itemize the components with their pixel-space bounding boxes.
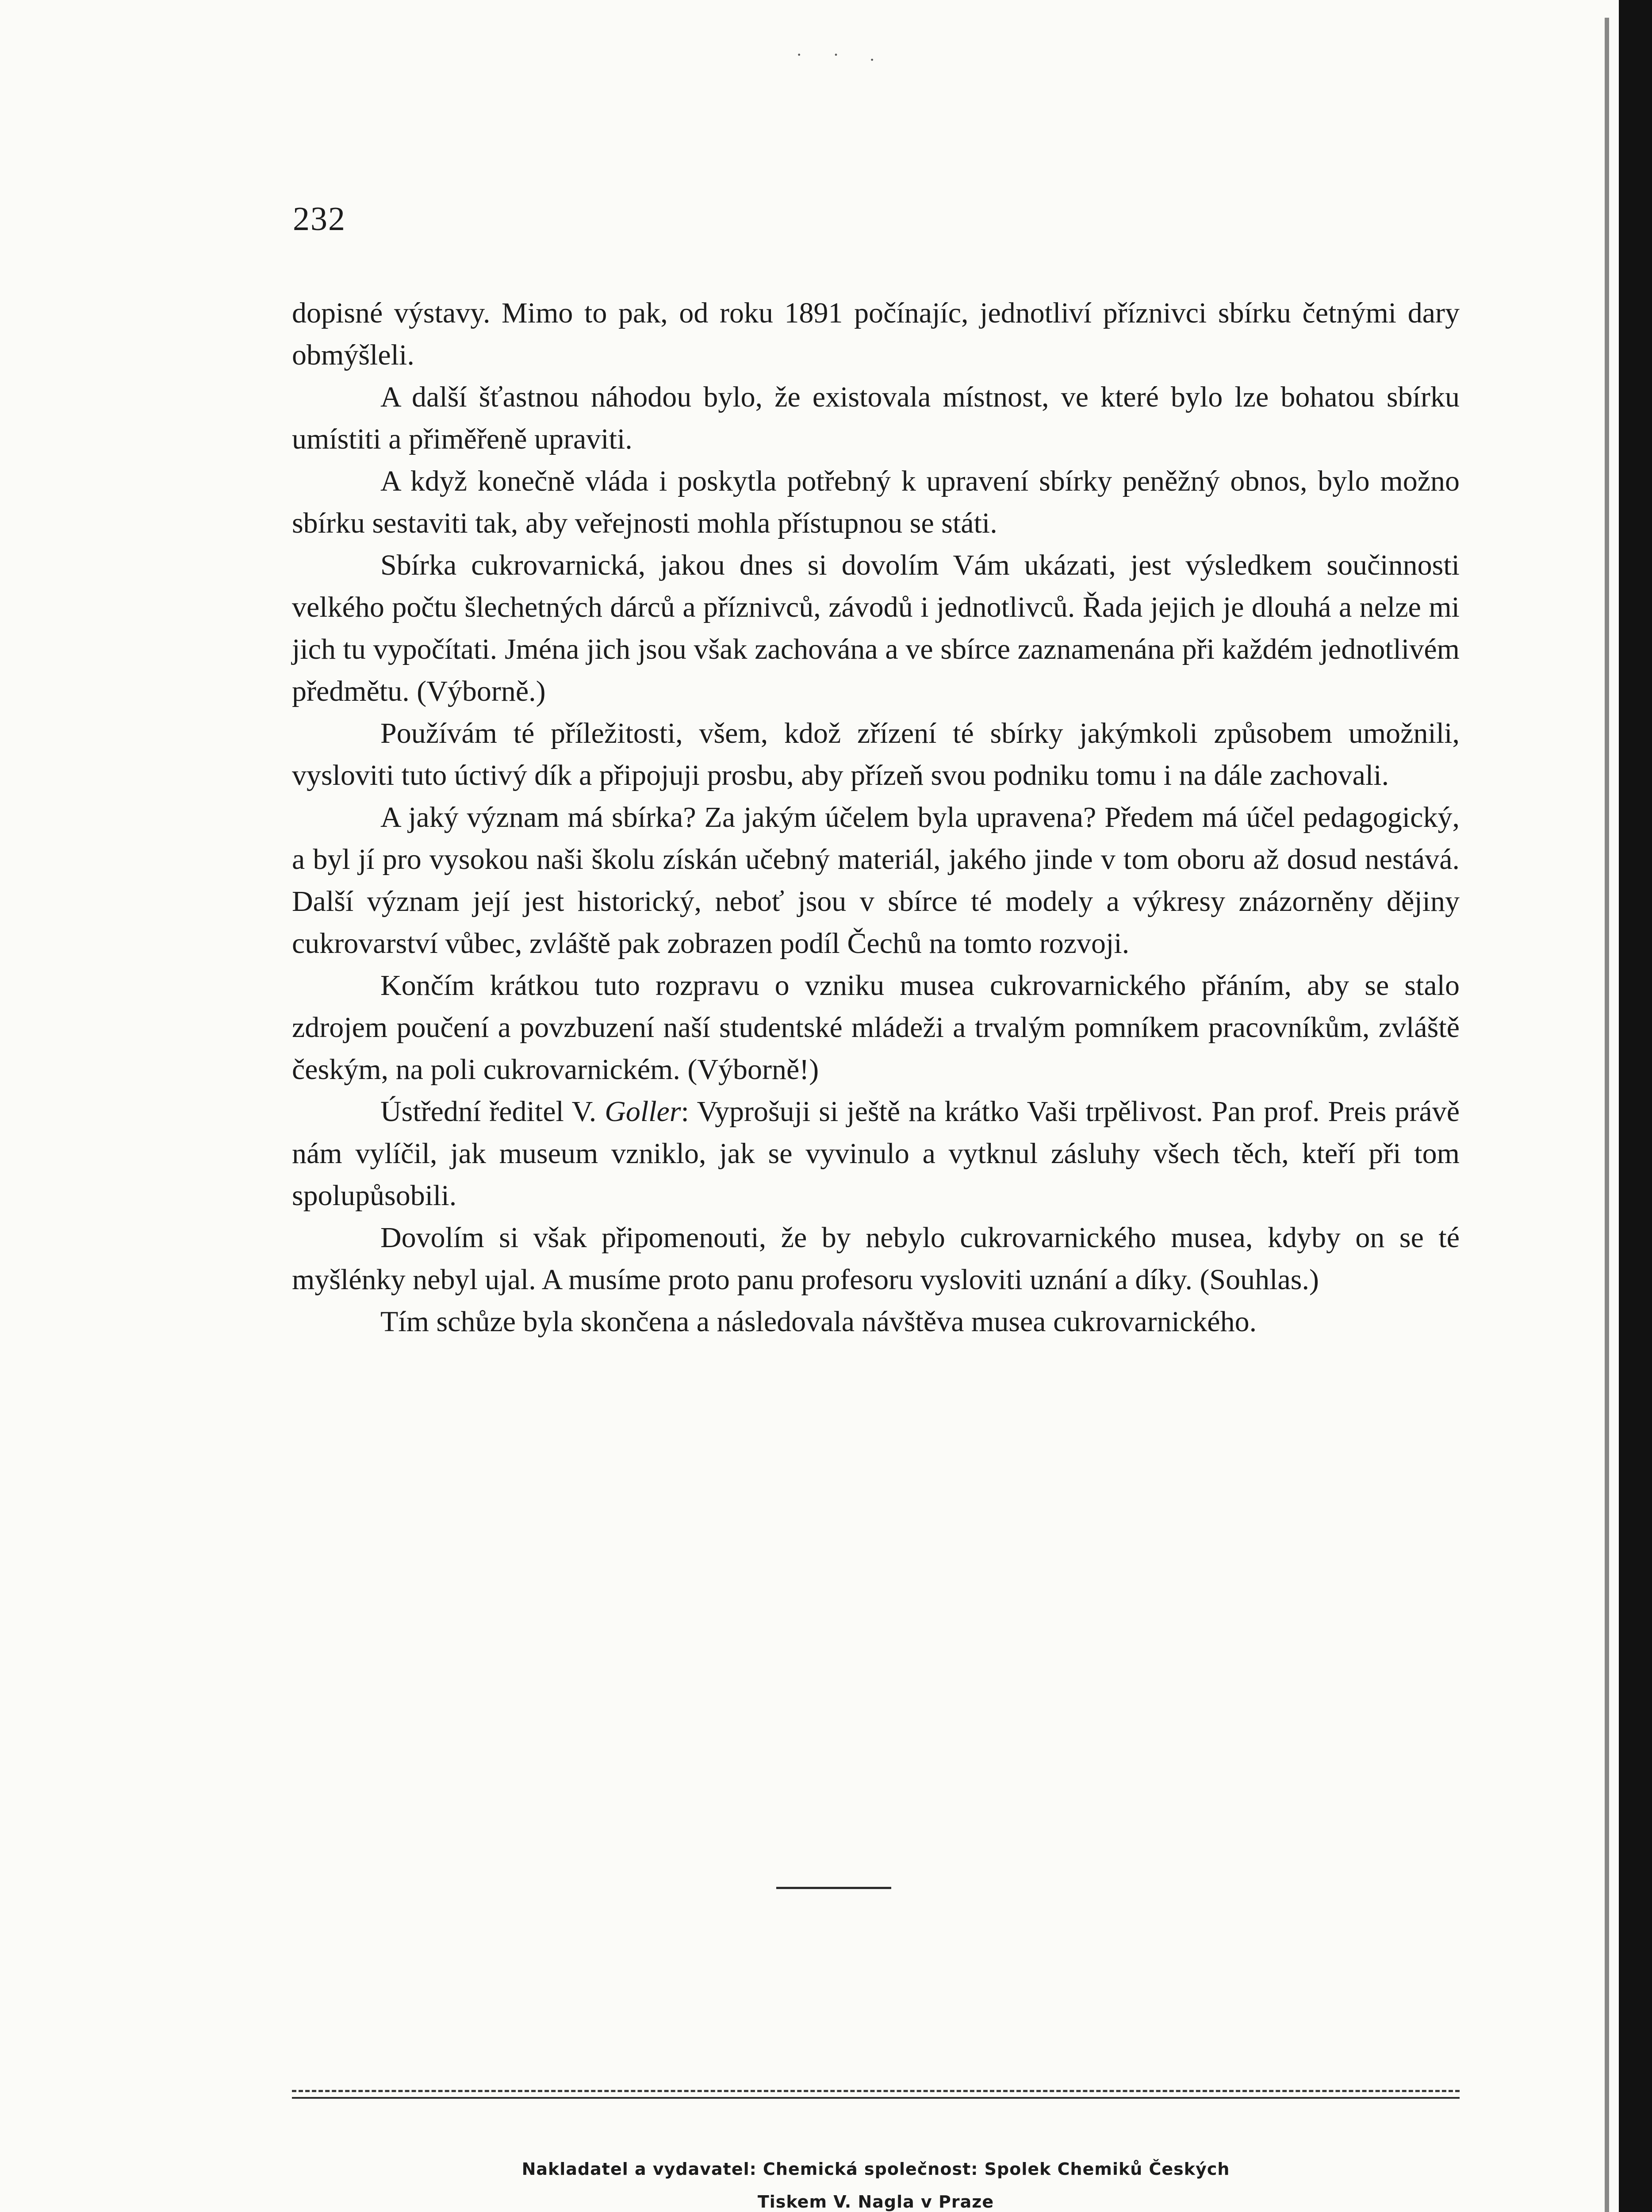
paragraph: Používám té příležitosti, všem, kdož zřízení té sbírky jakýmkoli způsobem umožnili, vysloviti tuto úctivý dík a připojuji prosbu, aby přízeň svou podniku tomu i na dále zachovali. [292, 717, 1460, 791]
paragraph: Končím krátkou tuto rozpravu o vzniku musea cukrovarnického přáním, aby se stalo zdrojem poučení a povzbuzení naší studentské mládeži a trvalým pomníkem pracovníkům, zvláště českým, na poli cukrovarnickém. (Výborně!) [292, 969, 1460, 1086]
body-text [292, 292, 1460, 1343]
paragraph: A další šťastnou náhodou bylo, že existovala místnost, ve které bylo lze bohatou sbírku umístiti a přiměřeně upraviti. [292, 381, 1460, 455]
page-number: 232 [293, 200, 346, 238]
paragraph: Tím schůze byla skončena a následovala návštěva musea cukrovarnického. [380, 1306, 1257, 1338]
goller-text: : Vyprošuji si ještě na krátko Vaši trpělivost. Pan prof. Preis právě nám vylíčil, jak museum vzniklo, jak se vyvinulo a vytknul zásluhy všech těch, kteří při tom spolupůsobili. [292, 1095, 1460, 1212]
section-separator [776, 1887, 891, 1889]
paragraph: Sbírka cukrovarnická, jakou dnes si dovolím Vám ukázati, jest výsledkem součinnosti velkého počtu šlechetných dárců a příznivců, závodů i jednotlivců. Řada jejich je dlouhá a nelze mi jich tu vypočítati. Jména jich jsou však zachována a ve sbírce zaznamenána při každém jednotlivém předmětu. (Výborně.) [292, 549, 1460, 707]
paragraph: A jaký význam má sbírka? Za jakým účelem byla upravena? Předem má účel pedagogický, a byl jí pro vysokou naši školu získán učebný materiál, jakého jinde v tom oboru až dosud nestává. Další význam její jest historický, neboť jsou v sbírce té modely a výkresy znázorněny dějiny cukrovarství vůbec, zvláště pak zobrazen podíl Čechů na tomto rozvoji. [292, 801, 1460, 960]
scan-specks: · · . [796, 45, 888, 65]
imprint-publisher: Nakladatel a vydavatel: Chemická společnost: Spolek Chemiků Českých [521, 2159, 1230, 2179]
paragraph-goller [292, 1091, 1460, 1217]
imprint [292, 2153, 1460, 2212]
footer-rule [292, 2097, 1460, 2099]
speaker-name: Goller [605, 1095, 681, 1128]
paragraph: dopisné výstavy. Mimo to pak, od roku 1891 počínajíc, jednotliví příznivci sbírku četnými dary obmýšleli. [292, 297, 1460, 371]
imprint-printer: Tiskem V. Nagla v Praze [757, 2192, 994, 2212]
page-edge-shadow [1605, 18, 1609, 2212]
scan-border [1619, 0, 1652, 2212]
paragraph: Dovolím si však připomenouti, že by nebylo cukrovarnického musea, kdyby on se té myšlénky nebyl ujal. A musíme proto panu profesoru vysloviti uznání a díky. (Souhlas.) [292, 1221, 1460, 1296]
paragraph: A když konečně vláda i poskytla potřebný k upravení sbírky peněžný obnos, bylo možno sbírku sestaviti tak, aby veřejnosti mohla přístupnou se státi. [292, 465, 1460, 539]
goller-prefix: Ústřední ředitel V. [380, 1095, 605, 1128]
footer-rule-dashed [292, 2090, 1460, 2092]
